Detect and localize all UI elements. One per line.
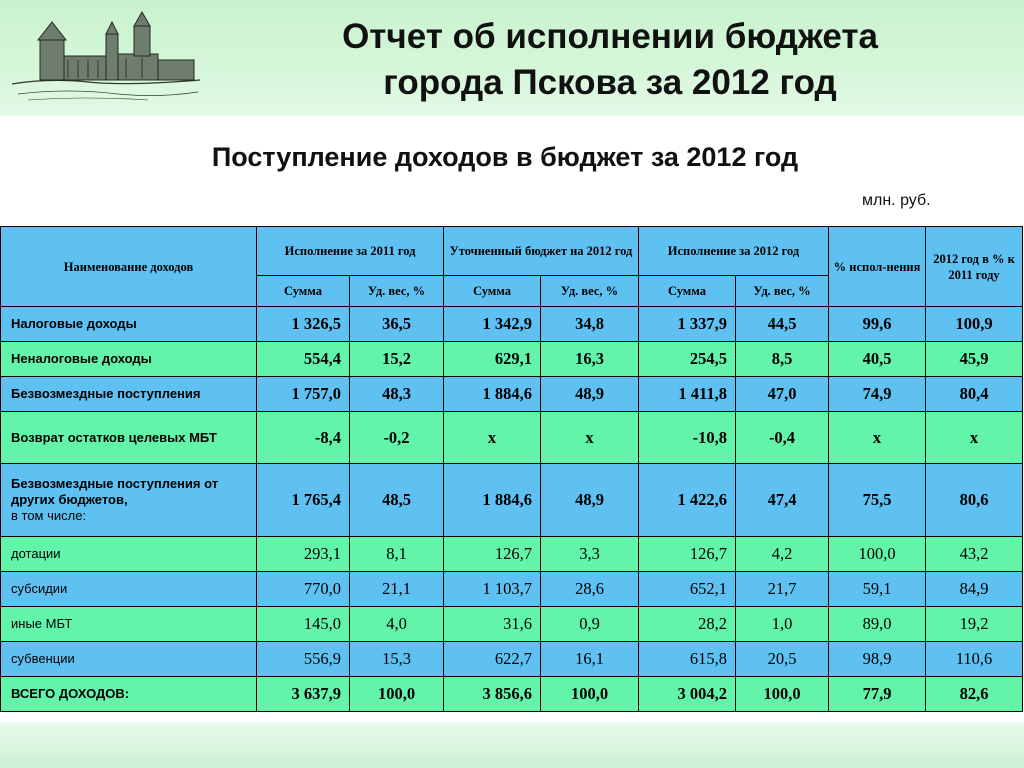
cell: 48,3	[350, 377, 444, 412]
cell: 43,2	[926, 537, 1023, 572]
header-sum: Сумма	[257, 276, 350, 307]
page-title	[230, 14, 990, 106]
cell: 34,8	[541, 307, 639, 342]
cell: 1 422,6	[639, 464, 736, 537]
cell: 31,6	[444, 607, 541, 642]
cell: 100,0	[541, 677, 639, 712]
cell: 21,1	[350, 572, 444, 607]
cell: 293,1	[257, 537, 350, 572]
cell: 3 637,9	[257, 677, 350, 712]
table-row	[1, 307, 1023, 342]
cell: 44,5	[736, 307, 829, 342]
footer-band	[0, 722, 1024, 768]
cell: 89,0	[829, 607, 926, 642]
cell: 48,9	[541, 464, 639, 537]
row-label: субсидии	[1, 572, 257, 607]
cell: 48,5	[350, 464, 444, 537]
cell: 40,5	[829, 342, 926, 377]
cell: 28,6	[541, 572, 639, 607]
cell: -8,4	[257, 412, 350, 464]
cell: 80,4	[926, 377, 1023, 412]
cell: 77,9	[829, 677, 926, 712]
cell: -0,2	[350, 412, 444, 464]
header-percent-exec: % испол-нения	[829, 227, 926, 307]
table-row	[1, 342, 1023, 377]
row-label: Налоговые доходы	[1, 307, 257, 342]
cell: 3,3	[541, 537, 639, 572]
cell: 80,6	[926, 464, 1023, 537]
cell: 126,7	[639, 537, 736, 572]
title-line-2: города Пскова за 2012 год	[383, 63, 837, 102]
cell: 126,7	[444, 537, 541, 572]
row-label	[1, 464, 257, 537]
row-label: Безвозмездные поступления	[1, 377, 257, 412]
cell: -10,8	[639, 412, 736, 464]
table-row	[1, 537, 1023, 572]
cell: 19,2	[926, 607, 1023, 642]
header-share: Уд. вес, %	[541, 276, 639, 307]
cell: 84,9	[926, 572, 1023, 607]
table-row	[1, 464, 1023, 537]
cell: 74,9	[829, 377, 926, 412]
cell: 1,0	[736, 607, 829, 642]
cell: 1 342,9	[444, 307, 541, 342]
revenue-table	[0, 226, 1023, 712]
cell: 20,5	[736, 642, 829, 677]
cell: 16,1	[541, 642, 639, 677]
cell: 75,5	[829, 464, 926, 537]
cell: х	[829, 412, 926, 464]
header-exec-2011: Исполнение за 2011 год	[257, 227, 444, 276]
header-ratio: 2012 год в % к 2011 году	[926, 227, 1023, 307]
cell: 1 765,4	[257, 464, 350, 537]
cell: 98,9	[829, 642, 926, 677]
row-label: иные МБТ	[1, 607, 257, 642]
header-sum: Сумма	[639, 276, 736, 307]
row-label-main: Безвозмездные поступления от других бюджетов,	[11, 476, 219, 507]
header-name: Наименование доходов	[1, 227, 257, 307]
row-label: дотации	[1, 537, 257, 572]
cell: 8,5	[736, 342, 829, 377]
cell: 145,0	[257, 607, 350, 642]
cell: 47,0	[736, 377, 829, 412]
cell: 48,9	[541, 377, 639, 412]
cell: 652,1	[639, 572, 736, 607]
table-title: Поступление доходов в бюджет за 2012 год	[211, 142, 799, 172]
cell: 15,3	[350, 642, 444, 677]
header-exec-2012: Исполнение за 2012 год	[639, 227, 829, 276]
cell: 99,6	[829, 307, 926, 342]
header-budget-2012: Уточненный бюджет на 2012 год	[444, 227, 639, 276]
header-share: Уд. вес, %	[736, 276, 829, 307]
cell: х	[444, 412, 541, 464]
cell: 1 884,6	[444, 464, 541, 537]
title-line-1: Отчет об исполнении бюджета	[342, 17, 878, 56]
pskov-kremlin-logo	[8, 4, 204, 104]
cell: 100,0	[350, 677, 444, 712]
cell: 629,1	[444, 342, 541, 377]
cell: -0,4	[736, 412, 829, 464]
cell: х	[541, 412, 639, 464]
cell: 59,1	[829, 572, 926, 607]
cell: 1 411,8	[639, 377, 736, 412]
cell: 0,9	[541, 607, 639, 642]
cell: 615,8	[639, 642, 736, 677]
cell: 4,0	[350, 607, 444, 642]
row-label: Возврат остатков целевых МБТ	[1, 412, 257, 464]
header-share: Уд. вес, %	[350, 276, 444, 307]
cell: х	[926, 412, 1023, 464]
cell: 770,0	[257, 572, 350, 607]
header-sum: Сумма	[444, 276, 541, 307]
row-label: субвенции	[1, 642, 257, 677]
units-label: млн. руб.	[862, 192, 931, 209]
cell: 1 326,5	[257, 307, 350, 342]
cell: 254,5	[639, 342, 736, 377]
cell: 556,9	[257, 642, 350, 677]
cell: 1 103,7	[444, 572, 541, 607]
cell: 36,5	[350, 307, 444, 342]
cell: 8,1	[350, 537, 444, 572]
cell: 622,7	[444, 642, 541, 677]
row-label: ВСЕГО ДОХОДОВ:	[1, 677, 257, 712]
cell: 1 757,0	[257, 377, 350, 412]
table-row	[1, 572, 1023, 607]
cell: 100,9	[926, 307, 1023, 342]
cell: 3 856,6	[444, 677, 541, 712]
cell: 21,7	[736, 572, 829, 607]
table-row-total	[1, 677, 1023, 712]
cell: 3 004,2	[639, 677, 736, 712]
cell: 1 884,6	[444, 377, 541, 412]
cell: 28,2	[639, 607, 736, 642]
cell: 100,0	[829, 537, 926, 572]
cell: 47,4	[736, 464, 829, 537]
cell: 110,6	[926, 642, 1023, 677]
table-row	[1, 642, 1023, 677]
cell: 554,4	[257, 342, 350, 377]
cell: 15,2	[350, 342, 444, 377]
table-row	[1, 607, 1023, 642]
table-row	[1, 377, 1023, 412]
cell: 45,9	[926, 342, 1023, 377]
cell: 4,2	[736, 537, 829, 572]
cell: 100,0	[736, 677, 829, 712]
row-label-extra: в том числе:	[11, 508, 87, 523]
cell: 82,6	[926, 677, 1023, 712]
cell: 1 337,9	[639, 307, 736, 342]
table-row	[1, 412, 1023, 464]
row-label: Неналоговые доходы	[1, 342, 257, 377]
cell: 16,3	[541, 342, 639, 377]
